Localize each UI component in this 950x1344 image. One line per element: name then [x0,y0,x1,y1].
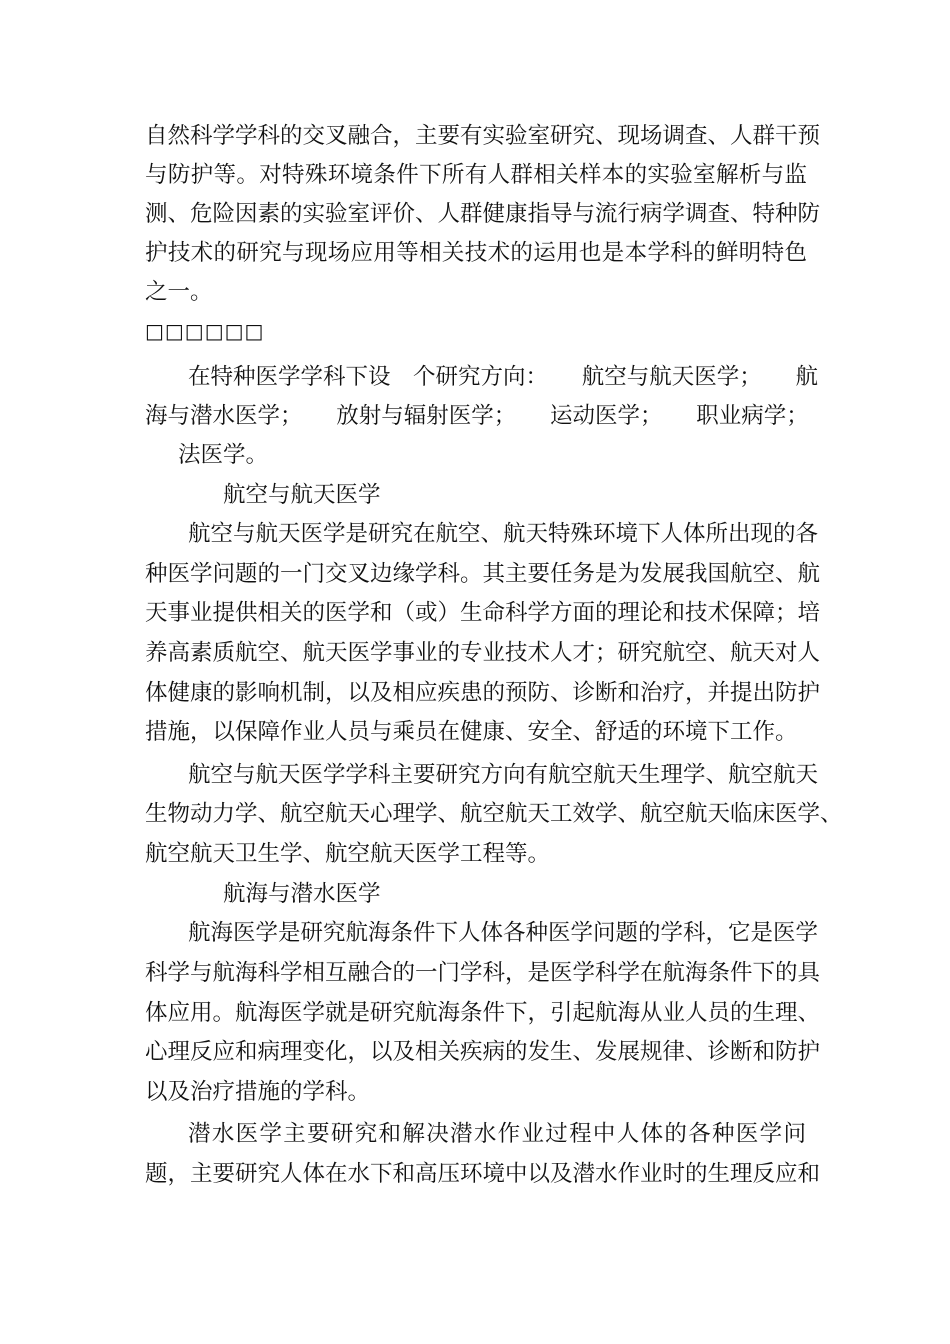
text-line: 生物动力学、航空航天心理学、航空航天工效学、航空航天临床医学、 [145,801,843,827]
text-line: 科学与航海科学相互融合的一门学科，是医学科学在航海条件下的具 [145,960,821,986]
text-line: 心理反应和病理变化，以及相关疾病的发生、发展规律、诊断和防护 [145,1039,821,1065]
text-line: 法医学。 [178,442,269,468]
text-line: 潜水医学主要研究和解决潜水作业过程中人体的各种医学问 [188,1121,806,1147]
text-line: 自然科学学科的交叉融合，主要有实验室研究、现场调查、人群干预 [145,123,821,149]
text-line: 护技术的研究与现场应用等相关技术的运用也是本学科的鲜明特色 [145,240,807,266]
section-heading: 航空与航天医学 [223,482,381,508]
text-line: 海与潜水医学； 放射与辐射医学； 运动医学； 职业病学； [145,403,809,429]
garbled-heading: □□□□□□ [145,319,265,343]
text-line: 在特种医学学科下设 个研究方向： 航空与航天医学； 航 [188,364,819,390]
text-line: 之一。 [145,279,213,305]
text-line: 措施，以保障作业人员与乘员在健康、安全、舒适的环境下工作。 [145,719,798,745]
text-line: 体应用。航海医学就是研究航海条件下，引起航海从业人员的生理、 [145,1000,821,1026]
text-line: 以及治疗措施的学科。 [145,1079,371,1105]
text-line: 航空与航天医学学科主要研究方向有航空航天生理学、航空航天 [188,762,819,788]
text-line: 与防护等。对特殊环境条件下所有人群相关样本的实验室解析与监 [145,162,807,188]
text-line: 航空航天卫生学、航空航天医学工程等。 [145,841,551,867]
text-line: 测、危险因素的实验室评价、人群健康指导与流行病学调查、特种防 [145,201,821,227]
text-line: 航海医学是研究航海条件下人体各种医学问题的学科，它是医学 [188,920,819,946]
text-line: 养高素质航空、航天医学事业的专业技术人才；研究航空、航天对人 [145,640,821,666]
text-line: 体健康的影响机制，以及相应疾患的预防、诊断和治疗，并提出防护 [145,680,821,706]
text-line: 航空与航天医学是研究在航空、航天特殊环境下人体所出现的各 [188,521,819,547]
text-line: 题，主要研究人体在水下和高压环境中以及潜水作业时的生理反应和 [145,1161,821,1187]
text-line: 天事业提供相关的医学和（或）生命科学方面的理论和技术保障；培 [145,600,821,626]
section-heading: 航海与潜水医学 [223,881,381,907]
text-line: 种医学问题的一门交叉边缘学科。其主要任务是为发展我国航空、航 [145,561,821,587]
